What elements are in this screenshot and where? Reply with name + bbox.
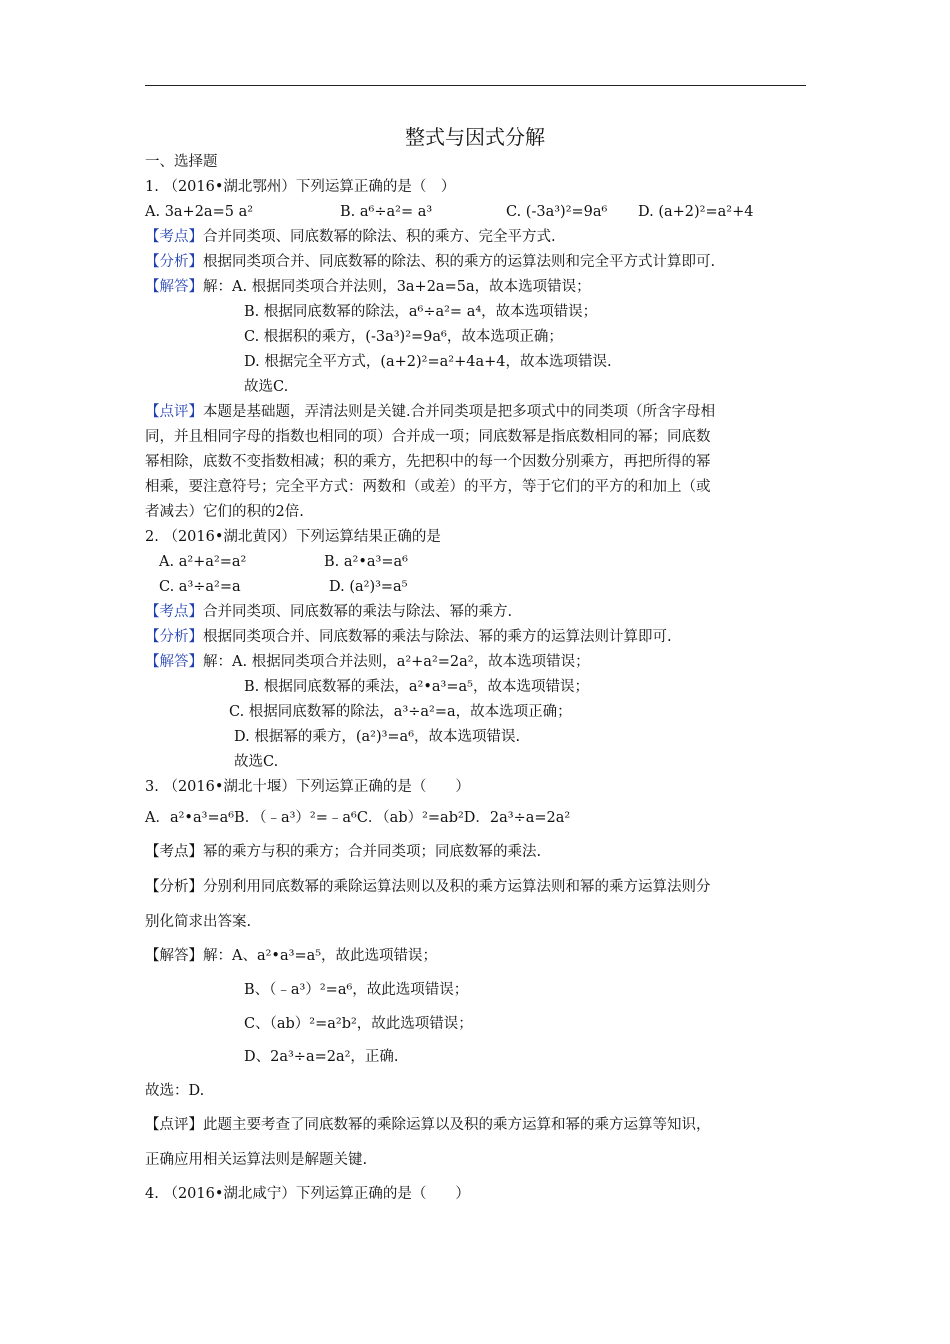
- q3-jieda-d: D、2a³÷a=2a²，正确.: [244, 1049, 399, 1065]
- jieda-tag: 【解答】: [145, 279, 203, 295]
- dianping-text-1: 本题是基础题，弄清法则是关键.合并同类项是把多项式中的同类项（所含字母相: [203, 404, 716, 420]
- q2-jieda-d: D. 根据幂的乘方，(a²)³=a⁶，故本选项错误.: [234, 729, 521, 745]
- jieda-text-a: 解：A. 根据同类项合并法则，3a+2a=5a，故本选项错误；: [203, 279, 591, 295]
- q1-stem: 1. （2016•湖北鄂州）下列运算正确的是（ ）: [145, 179, 456, 195]
- q3-options: A．a²•a³=a⁶B．（﹣a³）²=﹣a⁶C．（ab）²=ab²D．2a³÷a=2a²: [145, 810, 571, 826]
- q3-fenxi-2: 别化简求出答案.: [145, 914, 252, 930]
- q1-dianping-2: 同，并且相同字母的指数也相同的项）合并成一项；同底数幂是指底数相同的幂；同底数: [145, 429, 711, 445]
- q4-stem: 4. （2016•湖北咸宁）下列运算正确的是（ ）: [145, 1186, 470, 1202]
- q2-option-c: C. a³÷a²=a: [159, 579, 241, 595]
- q3-fenxi-1: 【分析】分别利用同底数幂的乘除运算法则以及积的乘方运算法则和幂的乘方运算法则分: [145, 879, 711, 895]
- kaodian-tag: 【考点】: [145, 229, 203, 245]
- q1-option-a: A. 3a+2a=5 a²: [145, 204, 254, 220]
- fenxi-text: 根据同类项合并、同底数幂的乘法与除法、幂的乘方的运算法则计算即可.: [203, 629, 672, 645]
- fenxi-tag: 【分析】: [145, 254, 203, 270]
- jieda-text-a: 解：A. 根据同类项合并法则，a²+a²=2a²，故本选项错误；: [203, 654, 590, 670]
- q2-fenxi: [145, 627, 672, 647]
- kaodian-tag: 【考点】: [145, 604, 203, 620]
- q1-dianping-3: 幂相除，底数不变指数相减；积的乘方，先把积中的每一个因数分别乘方，再把所得的幂: [145, 454, 711, 470]
- q3-dianping-2: 正确应用相关运算法则是解题关键.: [145, 1152, 368, 1168]
- q2-option-d: D. (a²)³=a⁵: [329, 579, 408, 595]
- q1-dianping-5: 者减去）它们的积的2倍.: [145, 504, 304, 520]
- q2-jieda: [145, 652, 590, 672]
- q3-dianping-1: 【点评】此题主要考查了同底数幂的乘除运算以及积的乘方运算和幂的乘方运算等知识，: [145, 1117, 711, 1133]
- q2-stem: 2. （2016•湖北黄冈）下列运算结果正确的是: [145, 529, 441, 545]
- q2-kaodian: [145, 602, 512, 622]
- q1-kaodian: [145, 227, 556, 247]
- kaodian-text: 合并同类项、同底数幂的除法、积的乘方、完全平方式.: [203, 229, 556, 245]
- q2-option-a: A. a²+a²=a²: [159, 554, 247, 570]
- q3-jieda-a: 【解答】解：A、a²•a³=a⁵，故此选项错误；: [145, 948, 438, 964]
- q1-option-d: D. (a+2)²=a²+4: [638, 204, 754, 220]
- page-title: 整式与因式分解: [405, 125, 545, 149]
- q1-fenxi: [145, 252, 715, 272]
- q3-jieda-b: B、（﹣a³）²=a⁶，故此选项错误；: [244, 982, 469, 998]
- q1-jieda-c: C. 根据积的乘方，(-3a³)²=9a⁶，故本选项正确；: [244, 329, 563, 345]
- q3-choose: 故选：D.: [145, 1083, 205, 1099]
- section-heading: 一、选择题: [145, 154, 218, 170]
- q2-option-b: B. a²•a³=a⁶: [324, 554, 408, 570]
- fenxi-text: 根据同类项合并、同底数幂的除法、积的乘方的运算法则和完全平方式计算即可.: [203, 254, 716, 270]
- q1-jieda-d: D. 根据完全平方式，(a+2)²=a²+4a+4，故本选项错误.: [244, 354, 612, 370]
- q2-choose: 故选C.: [234, 754, 279, 770]
- q1-option-b: B. a⁶÷a²= a³: [340, 204, 433, 220]
- q1-choose: 故选C.: [244, 379, 289, 395]
- q1-jieda-b: B. 根据同底数幂的除法，a⁶÷a²= a⁴，故本选项错误；: [244, 304, 598, 320]
- fenxi-tag: 【分析】: [145, 629, 203, 645]
- dianping-tag: 【点评】: [145, 404, 203, 420]
- q3-jieda-c: C、（ab）²=a²b²，故此选项错误；: [244, 1016, 473, 1032]
- q1-dianping: [145, 402, 715, 422]
- q1-jieda: [145, 277, 591, 297]
- q3-kaodian: 【考点】幂的乘方与积的乘方；合并同类项；同底数幂的乘法.: [145, 844, 542, 860]
- q1-dianping-4: 相乘，要注意符号；完全平方式：两数和（或差）的平方，等于它们的平方的和加上（或: [145, 479, 711, 495]
- q2-jieda-c: C. 根据同底数幂的除法，a³÷a²=a，故本选项正确；: [229, 704, 572, 720]
- header-rule: [145, 85, 806, 86]
- jieda-tag: 【解答】: [145, 654, 203, 670]
- kaodian-text: 合并同类项、同底数幂的乘法与除法、幂的乘方.: [203, 604, 513, 620]
- q2-jieda-b: B. 根据同底数幂的乘法，a²•a³=a⁵，故本选项错误；: [244, 679, 589, 695]
- q1-option-c: C. (-3a³)²=9a⁶: [506, 204, 608, 220]
- q3-stem: 3. （2016•湖北十堰）下列运算正确的是（ ）: [145, 779, 470, 795]
